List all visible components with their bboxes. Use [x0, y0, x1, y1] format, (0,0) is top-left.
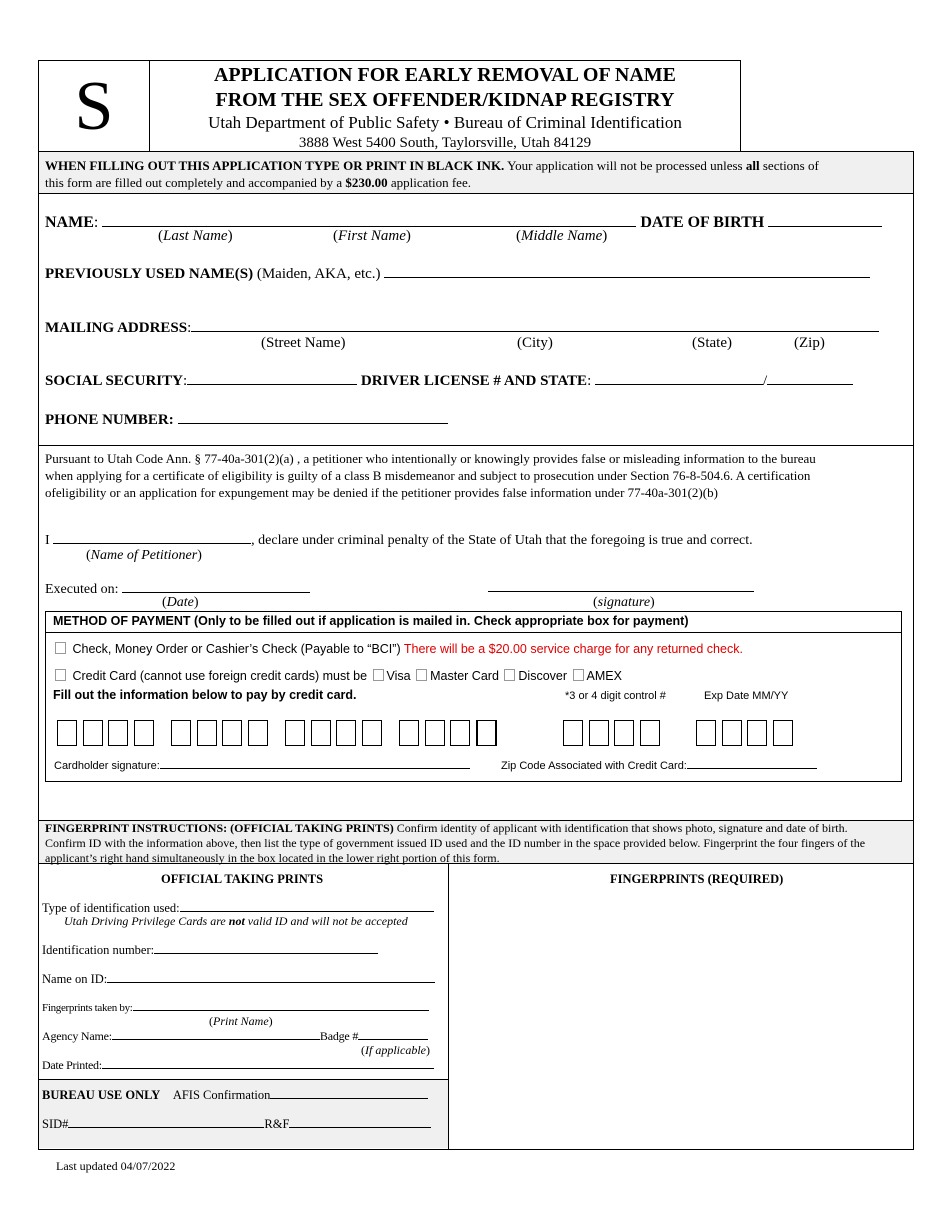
- street-caption: (Street Name): [261, 335, 346, 351]
- instructions-bold: WHEN FILLING OUT THIS APPLICATION TYPE OR PRINT IN BLACK INK.: [45, 158, 505, 173]
- utah-card-note: [64, 914, 408, 929]
- declaration-text: [45, 450, 910, 501]
- exp-digit-box[interactable]: [773, 720, 793, 746]
- badge-field[interactable]: [358, 1028, 428, 1040]
- card-zip-row: [501, 758, 817, 772]
- date-printed-row: [42, 1057, 434, 1073]
- cardholder-row: [54, 758, 470, 772]
- card-digit-box[interactable]: [311, 720, 331, 746]
- phone-label: PHONE NUMBER:: [45, 412, 174, 428]
- agency-name: Utah Department of Public Safety • Bureau of Criminal Identification: [208, 113, 682, 132]
- card-digit-box[interactable]: [222, 720, 242, 746]
- petitioner-caption: (Name of Petitioner): [86, 548, 202, 563]
- prev-names-hint: (Maiden, AKA, etc.): [256, 266, 381, 282]
- prev-names-field[interactable]: [384, 263, 870, 278]
- sid-row: [42, 1116, 431, 1132]
- fingerprint-line-1: Confirm identity of applicant with identification that shows photo, signature and date of birth.: [393, 821, 848, 835]
- name-label: NAME: [45, 214, 94, 231]
- id-number-row: [42, 942, 378, 958]
- if-applicable-hint: If applicable: [365, 1043, 426, 1057]
- dl-slash: /: [762, 373, 768, 389]
- visa-checkbox[interactable]: [373, 669, 384, 681]
- id-number-label: Identification number:: [42, 943, 155, 957]
- agency-row: [42, 1028, 428, 1044]
- ssn-label: SOCIAL SECURITY: [45, 373, 183, 389]
- agency-field[interactable]: [112, 1028, 320, 1040]
- fingerprint-line-3: applicant’s right hand simultaneously in the box located in the lower right portion of this form.: [45, 851, 500, 865]
- declaration-line-3: ofeligibility or an application for expungement may be denied if the petitioner provides false information under 77-40a-301(2)(b): [45, 485, 718, 500]
- print-name-caption: (Print Name): [209, 1014, 273, 1028]
- declare-row: [45, 529, 753, 549]
- amex-checkbox[interactable]: [573, 669, 584, 681]
- mailing-row: MAILING ADDRESS:: [45, 317, 879, 337]
- declare-i: I: [45, 533, 50, 548]
- phone-field[interactable]: [178, 409, 448, 424]
- date-hint: Date: [166, 595, 194, 610]
- cardholder-signature-field[interactable]: [160, 758, 470, 769]
- form-header: [150, 60, 741, 152]
- control-digit-box[interactable]: [563, 720, 583, 746]
- payment-header: METHOD OF PAYMENT (Only to be filled out if application is mailed in. Check appropriate box for payment): [53, 614, 689, 628]
- afis-label: AFIS Confirmation: [172, 1088, 271, 1102]
- print-name-hint: Print Name: [213, 1014, 269, 1028]
- bureau-label: BUREAU USE ONLY: [42, 1088, 161, 1102]
- date-caption: (Date): [162, 595, 199, 610]
- first-name-caption: (First Name): [333, 228, 411, 244]
- last-name-caption: (Last Name): [158, 228, 233, 244]
- instructions-text: [45, 157, 905, 191]
- visa-label: Visa: [386, 669, 411, 683]
- official-header: OFFICIAL TAKING PRINTS: [161, 872, 324, 886]
- bureau-row: [42, 1087, 428, 1103]
- signature-caption: (signature): [593, 595, 655, 610]
- city-caption: (City): [517, 335, 553, 351]
- card-digit-box[interactable]: [197, 720, 217, 746]
- fingerprint-instructions: [45, 821, 913, 866]
- fingerprints-header: FINGERPRINTS (REQUIRED): [610, 872, 784, 886]
- zip-caption: (Zip): [794, 335, 825, 351]
- utah-note-a: Utah Driving Privilege Cards are: [64, 914, 229, 928]
- middle-name-hint: Middle Name: [521, 228, 603, 244]
- fingerprint-capture-area[interactable]: [449, 890, 913, 1148]
- taken-by-field[interactable]: [133, 1000, 429, 1011]
- card-zip-label: Zip Code Associated with Credit Card:: [501, 760, 687, 772]
- petitioner-name-field[interactable]: [53, 529, 251, 544]
- exp-date-label: Exp Date MM/YY: [704, 690, 789, 702]
- badge-label: Badge #: [319, 1029, 359, 1043]
- instructions-part3: this form are filled out completely and accompanied by a: [45, 175, 346, 190]
- ssn-dl-row: SOCIAL SECURITY: DRIVER LICENSE # AND STATE: /: [45, 370, 853, 390]
- card-digit-box[interactable]: [450, 720, 470, 746]
- phone-row: [45, 409, 448, 429]
- title-line-2: FROM THE SEX OFFENDER/KIDNAP REGISTRY: [215, 89, 675, 111]
- check-label: Check, Money Order or Cashier’s Check (Payable to “BCI”): [72, 642, 401, 656]
- mailing-field[interactable]: [191, 317, 879, 332]
- mastercard-label: Master Card: [430, 669, 499, 683]
- dob-label: DATE OF BIRTH: [640, 214, 765, 231]
- card-digit-box[interactable]: [83, 720, 103, 746]
- card-digit-box[interactable]: [285, 720, 305, 746]
- last-updated: Last updated 04/07/2022: [56, 1159, 176, 1173]
- signature-hint: signature: [597, 595, 651, 610]
- instructions-all: all: [745, 158, 760, 173]
- name-row: NAME: DATE OF BIRTH: [45, 212, 882, 232]
- afis-field[interactable]: [270, 1087, 428, 1099]
- dl-number-field[interactable]: [595, 370, 763, 385]
- taken-by-row: [42, 1000, 429, 1014]
- id-type-field[interactable]: [180, 900, 434, 912]
- petitioner-hint: Name of Petitioner: [90, 548, 198, 563]
- dl-label: DRIVER LICENSE # AND STATE: [360, 373, 588, 389]
- date-printed-field[interactable]: [102, 1057, 434, 1069]
- instructions-part4: application fee.: [387, 175, 471, 190]
- dl-state-field[interactable]: [767, 370, 853, 385]
- amex-label: AMEX: [586, 669, 622, 683]
- dob-field[interactable]: [768, 212, 882, 227]
- name-on-id-field[interactable]: [107, 971, 435, 983]
- card-zip-field[interactable]: [687, 758, 817, 769]
- sid-field[interactable]: [68, 1116, 264, 1128]
- name-on-id-label: Name on ID:: [42, 972, 108, 986]
- returned-check-warning: There will be a $20.00 service charge for any returned check.: [403, 642, 743, 656]
- card-digit-box[interactable]: [108, 720, 128, 746]
- discover-label: Discover: [518, 669, 568, 683]
- if-applicable-caption: (If applicable): [361, 1043, 430, 1057]
- mastercard-checkbox[interactable]: [416, 669, 427, 681]
- control-digit-box[interactable]: [640, 720, 660, 746]
- agency-address: 3888 West 5400 South, Taylorsville, Utah 84129: [298, 135, 592, 151]
- signature-field[interactable]: [488, 591, 754, 592]
- card-digit-box[interactable]: [248, 720, 268, 746]
- control-number-label: *3 or 4 digit control #: [565, 690, 666, 702]
- exp-digit-box[interactable]: [747, 720, 767, 746]
- title-line-1: APPLICATION FOR EARLY REMOVAL OF NAME: [213, 64, 677, 86]
- discover-checkbox[interactable]: [504, 669, 515, 681]
- date-printed-label: Date Printed:: [42, 1058, 102, 1072]
- first-name-hint: First Name: [338, 228, 406, 244]
- fill-out-instruction: Fill out the information below to pay by credit card.: [53, 688, 357, 702]
- credit-card-checkbox[interactable]: [55, 669, 66, 681]
- ssn-field[interactable]: [187, 370, 357, 385]
- instructions-part2: sections of: [759, 158, 819, 173]
- rf-label: R&F: [264, 1117, 290, 1131]
- card-digit-box[interactable]: [171, 720, 191, 746]
- card-digit-box[interactable]: [399, 720, 419, 746]
- check-row: [53, 642, 743, 656]
- credit-card-row: [53, 669, 622, 683]
- sid-label: SID#: [42, 1117, 69, 1131]
- executed-date-field[interactable]: [122, 578, 310, 593]
- card-digit-box[interactable]: [57, 720, 77, 746]
- card-digit-box[interactable]: [362, 720, 382, 746]
- name-on-id-row: [42, 971, 435, 987]
- id-type-label: Type of identification used:: [42, 901, 180, 915]
- application-fee: $230.00: [345, 175, 388, 190]
- control-digit-box[interactable]: [589, 720, 609, 746]
- utah-note-not: not: [228, 914, 245, 928]
- last-name-hint: Last Name: [163, 228, 228, 244]
- cardholder-label: Cardholder signature:: [54, 760, 160, 772]
- declaration-line-1: Pursuant to Utah Code Ann. § 77-40a-301(2)(a) , a petitioner who intentionally or knowingly provides false or misleading information to the bureau: [45, 451, 816, 466]
- card-digit-box[interactable]: [425, 720, 445, 746]
- mailing-label: MAILING ADDRESS: [45, 320, 188, 336]
- credit-card-label: Credit Card (cannot use foreign credit cards) must be: [72, 669, 368, 683]
- fingerprint-line-2: Confirm ID with the information above, then list the type of government issued ID used and the ID number in the space provided below. Fingerprint the four fingers of the: [45, 836, 866, 850]
- rf-field[interactable]: [289, 1116, 431, 1128]
- card-digit-box[interactable]: [477, 720, 497, 746]
- agency-label: Agency Name:: [42, 1029, 112, 1043]
- state-caption: (State): [692, 335, 732, 351]
- id-number-field[interactable]: [154, 942, 378, 954]
- form-letter: S: [38, 60, 150, 152]
- declare-text: , declare under criminal penalty of the State of Utah that the foregoing is true and correct.: [251, 533, 753, 548]
- card-digit-box[interactable]: [134, 720, 154, 746]
- prev-names-row: [45, 263, 870, 283]
- prev-names-label: PREVIOUSLY USED NAME(S): [45, 266, 254, 282]
- exp-digit-box[interactable]: [696, 720, 716, 746]
- declaration-line-2: when applying for a certificate of eligibility is guilty of a class B misdemeanor and subject to prosecution under Section 76-8-504.6. A certification: [45, 468, 811, 483]
- fingerprint-instructions-bold: FINGERPRINT INSTRUCTIONS: (OFFICIAL TAKING PRINTS): [45, 821, 394, 835]
- instructions-part1: Your application will not be processed unless: [504, 158, 746, 173]
- name-field[interactable]: [102, 212, 636, 227]
- check-checkbox[interactable]: [55, 642, 66, 654]
- utah-note-b: valid ID and will not be accepted: [244, 914, 408, 928]
- exp-digit-box[interactable]: [722, 720, 742, 746]
- control-digit-box[interactable]: [614, 720, 634, 746]
- executed-label: Executed on:: [45, 582, 119, 597]
- middle-name-caption: (Middle Name): [516, 228, 608, 244]
- taken-by-label: Fingerprints taken by:: [42, 1002, 133, 1014]
- card-digit-box[interactable]: [336, 720, 356, 746]
